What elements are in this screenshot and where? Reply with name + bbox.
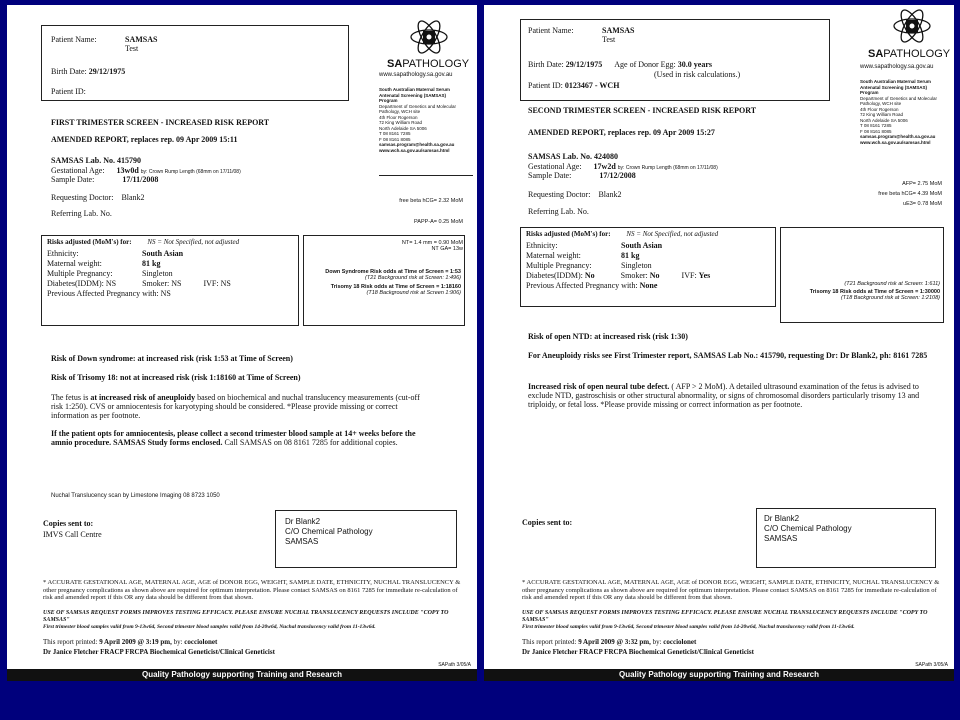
ntd-paragraph: Increased risk of open neural tube defect. ( AFP > 2 MoM). A detailed ultrasound examination of the fetus is advised to exclude NTD, gastroschisis or other structural abnormality, or signs of chromosomal disorders particularly trisomy 13 and triploidy, or fetal loss. *Please provide missing or correct information as per footnote. [528, 382, 920, 409]
quality-footer-bar: Quality Pathology supporting Training and Research [484, 669, 954, 681]
doctor-address: Dr Blank2 C/O Chemical Pathology SAMSAS [285, 517, 373, 546]
maternal-weight-label: Maternal weight: [47, 259, 102, 268]
printed-label: This report printed: [522, 638, 577, 646]
risks-header: Risks adjusted (MoM's) for: [526, 230, 611, 238]
gestational-age-label: Gestational Age: [528, 162, 582, 171]
footnote-accuracy: * ACCURATE GESTATIONAL AGE, MATERNAL AGE, AGE of DONOR EGG, WEIGHT, SAMPLE DATE, ETHNICITY, NUCHAL TRANSLUCENCY & other pregnancy complications as shown above are required for optimum interpretation. Please contact SAMSAS on 8161 7285 for immediate re-calculation of risk and amended report if this OR any data should be different from that shown. [43, 579, 461, 601]
sa-pathology-logo-icon [892, 6, 932, 46]
ethnicity-label: Ethnicity: [526, 241, 558, 250]
aneuploidy-paragraph: The fetus is at increased risk of aneuploidy based on biochemical and nuchal translucency measurements (cut-off risk 1:250). CVS or amniocentesis for karyotyping should be considered. *Please provide missing or correct information as per footnote. [51, 393, 420, 420]
lab-no: 415790 [117, 156, 142, 165]
referring-lab-label: Referring Lab. No. [528, 207, 589, 216]
printed-on: 9 April 2009 @ 3:19 pm, [99, 638, 172, 646]
by-label: by: [652, 638, 662, 646]
patient-id-label: Patient ID: [528, 81, 563, 90]
multiple-pregnancy-label: Multiple Pregnancy: [526, 261, 592, 270]
risk-ntd: Risk of open NTD: at increased risk (risk 1:30) [528, 332, 688, 341]
patient-id-label: Patient ID: [51, 87, 86, 96]
marker-results: free beta hCG= 2.32 MoM PAPP-A= 0.25 MoM NT= 1.4 mm = 0.90 MoM NT GA= 13w [399, 198, 463, 252]
requesting-doctor-label: Requesting Doctor: [51, 193, 114, 202]
requesting-doctor: Blank2 [598, 190, 622, 199]
maternal-weight-label: Maternal weight: [526, 251, 581, 260]
doctor-address: Dr Blank2 C/O Chemical Pathology SAMSAS [764, 514, 852, 543]
diabetes: No [584, 271, 595, 280]
gestational-age: 17w2d [593, 162, 616, 171]
footnote-request-forms: USE OF SAMSAS REQUEST FORMS IMPROVES TESTING EFFICACY. PLEASE ENSURE NUCHAL TRANSLUCENCY REQUESTS INCLUDE "COPY TO SAMSAS" [43, 610, 449, 623]
address-divider [379, 175, 473, 176]
marker-results: AFP= 2.75 MoM free beta hCG= 4.39 MoM uE3= 0.78 MoM [878, 181, 942, 207]
smoker-label: Smoker: [142, 279, 170, 288]
smoker: NS [171, 279, 182, 288]
risk-odds: Down Syndrome Risk odds at Time of Screen = 1:53 (T21 Background risk at Screen: 1:496) Trisomy 18 Risk odds at Time of Screen = 1:18160 (T18 Background risk at Screen 1:906) [325, 269, 461, 296]
amended-notice: AMENDED REPORT, replaces rep. 09 Apr 2009 15:11 [51, 135, 238, 144]
lab-no-label: SAMSAS Lab. No. [528, 152, 593, 161]
risks-header: Risks adjusted (MoM's) for: [47, 238, 132, 246]
gestational-age-label: Gestational Age: [51, 166, 105, 175]
birth-date-label: Birth Date: [51, 67, 87, 76]
sample-date: 17/12/2008 [599, 171, 636, 180]
amended-notice: AMENDED REPORT, replaces rep. 09 Apr 2009 15:27 [528, 128, 715, 137]
ivf: NS [220, 279, 231, 288]
referring-lab-label: Referring Lab. No. [51, 209, 112, 218]
lab-no: 424080 [594, 152, 619, 161]
ivf-label: IVF: [203, 279, 219, 288]
sa-pathology-logo-icon [409, 17, 449, 57]
gestational-age-note: by: Crown Rump Length (68mm on 17/11/08) [140, 169, 241, 175]
diabetes: NS [105, 279, 117, 288]
patient-name: SAMSAS [602, 26, 635, 35]
lab-no-label: SAMSAS Lab. No. [51, 156, 116, 165]
gestational-age-note: by: Crown Rump Length (68mm on 17/11/08) [617, 165, 718, 171]
footnote-request-forms: USE OF SAMSAS REQUEST FORMS IMPROVES TESTING EFFICACY. PLEASE ENSURE NUCHAL TRANSLUCENCY REQUESTS INCLUDE "COPY TO SAMSAS" [522, 610, 928, 623]
previous: None [639, 281, 658, 290]
ethnicity: South Asian [142, 249, 184, 258]
printed-on: 9 April 2009 @ 3:32 pm, [578, 638, 651, 646]
sample-date: 17/11/2008 [122, 175, 159, 184]
ivf: Yes [698, 271, 711, 280]
aneuploidy-reference: For Aneuploidy risks see First Trimester report, SAMSAS Lab No.: 415790, requesting Dr: Dr Blank2, ph: 8161 7285 [528, 351, 928, 360]
by-label: by: [173, 638, 183, 646]
previous-label: Previous Affected Pregnancy with: [526, 281, 638, 290]
gestational-age: 13w0d [116, 166, 139, 175]
address-block: South Australian Maternal Serum Antenatal Screening (SAMSAS) Program Department of Genetics and Molecular Pathology, WCH site 4th Floor Rogerson 72 King William Road North Adelaide SA 5006 T 08 8161 7285 F 08 8161 8085 samsas.program@health.sa.gov.au www.wch.sa.gov.au/samsas.html [860, 79, 938, 145]
signatory: Dr Janice Fletcher FRACP FRCPA Biochemical Geneticist/Clinical Geneticist [522, 648, 754, 656]
nt-scan-note: Nuchal Translucency scan by Limestone Imaging 08 8723 1050 [51, 493, 220, 499]
copies-label: Copies sent to: [43, 519, 94, 528]
website: www.sapathology.sa.gov.au [379, 72, 453, 78]
second-trimester-report-page [484, 5, 954, 681]
risk-odds-box [780, 227, 944, 323]
ivf-label: IVF: [681, 271, 697, 280]
donor-age-note: (Used in risk calculations.) [654, 70, 741, 79]
birth-date: 29/12/1975 [88, 67, 126, 76]
ethnicity: South Asian [621, 241, 663, 250]
printed-by: cocciolonet [184, 638, 218, 646]
ns-note: NS = Not Specified, not adjusted [147, 238, 240, 246]
multiple-pregnancy: Singleton [621, 261, 652, 270]
sapath-code: SAPath 3/05/A [438, 662, 471, 668]
previous: NS [160, 289, 171, 298]
patient-name-2: Test [602, 35, 616, 44]
diabetes-label: Diabetes(IDDM): [526, 271, 583, 280]
footnote-validity: First trimester blood samples valid from 9-13w6d, Second trimester blood samples valid from 14-20w6d, Nuchal translucency valid from 11-13w6d. [522, 624, 855, 630]
smoker: No [649, 271, 660, 280]
risk-trisomy-18: Risk of Trisomy 18: not at increased risk (risk 1:18160 at Time of Screen) [51, 373, 301, 382]
ethnicity-label: Ethnicity: [47, 249, 79, 258]
requesting-doctor-label: Requesting Doctor: [528, 190, 591, 199]
logo-wordmark: SAPATHOLOGY [387, 58, 470, 70]
maternal-weight: 81 kg [621, 251, 640, 260]
logo-wordmark: SAPATHOLOGY [868, 48, 951, 60]
multiple-pregnancy-label: Multiple Pregnancy: [47, 269, 113, 278]
patient-id: 0123467 - WCH [564, 81, 620, 90]
quality-footer-bar: Quality Pathology supporting Training and Research [7, 669, 477, 681]
report-title: FIRST TRIMESTER SCREEN - INCREASED RISK REPORT [51, 118, 270, 127]
diabetes-label: Diabetes(IDDM): [47, 279, 104, 288]
maternal-weight: 81 kg [142, 259, 161, 268]
signatory: Dr Janice Fletcher FRACP FRCPA Biochemical Geneticist/Clinical Geneticist [43, 648, 275, 656]
sample-date-label: Sample Date: [51, 175, 95, 184]
smoker-label: Smoker: [620, 271, 648, 280]
printed-by: cocciolonet [663, 638, 697, 646]
sapath-code: SAPath 3/05/A [915, 662, 948, 668]
requesting-doctor: Blank2 [121, 193, 145, 202]
address-block: South Australian Maternal Serum Antenatal Screening (SAMSAS) Program Department of Genetics and Molecular Pathology, WCH site 4th Floor Rogerson 72 King William Road North Adelaide SA 5006 T 08 8161 7285 F 08 8161 8085 samsas.program@health.sa.gov.au www.wch.sa.gov.au/samsas.html [379, 87, 457, 153]
patient-name: SAMSAS [125, 35, 158, 44]
birth-date-label: Birth Date: [528, 60, 564, 69]
birth-date: 29/12/1975 [565, 60, 603, 69]
donor-age-label: Age of Donor Egg: [614, 60, 676, 69]
report-title: SECOND TRIMESTER SCREEN - INCREASED RISK REPORT [528, 106, 757, 115]
risk-down-syndrome: Risk of Down syndrome: at increased risk (risk 1:53 at Time of Screen) [51, 354, 293, 363]
previous-label: Previous Affected Pregnancy with: [47, 289, 159, 298]
patient-name-2: Test [125, 44, 139, 53]
ns-note: NS = Not Specified, not adjusted [626, 230, 719, 238]
donor-age: 30.0 years [677, 60, 712, 69]
first-trimester-report-page [7, 5, 477, 681]
copies-to: IMVS Call Centre [43, 530, 102, 539]
patient-name-label: Patient Name: [51, 35, 97, 44]
copies-label: Copies sent to: [522, 518, 573, 527]
patient-name-label: Patient Name: [528, 26, 574, 35]
multiple-pregnancy: Singleton [142, 269, 173, 278]
website: www.sapathology.sa.gov.au [860, 64, 934, 70]
footnote-accuracy: * ACCURATE GESTATIONAL AGE, MATERNAL AGE, AGE of DONOR EGG, WEIGHT, SAMPLE DATE, ETHNICITY, NUCHAL TRANSLUCENCY & other pregnancy complications as shown above are required for optimum interpretation. Please contact SAMSAS on 8161 7285 for immediate re-calculation of risk and amended report if this OR any data should be different from that shown. [522, 579, 940, 601]
amniocentesis-paragraph: If the patient opts for amniocentesis, please collect a second trimester blood sample at 14+ weeks before the amnio procedure. SAMSAS Study forms enclosed. Call SAMSAS on 08 8161 7285 for additional copies. [51, 429, 416, 447]
footnote-validity: First trimester blood samples valid from 9-13w6d, Second trimester blood samples valid from 14-20w6d, Nuchal translucency valid from 11-13w6d. [43, 624, 376, 630]
printed-label: This report printed: [43, 638, 98, 646]
sample-date-label: Sample Date: [528, 171, 572, 180]
risk-odds: (T21 Background risk at Screen: 1:611) Trisomy 18 Risk odds at Time of Screen = 1:30000 (T18 Background risk at Screen: 1:2108) [809, 281, 940, 301]
